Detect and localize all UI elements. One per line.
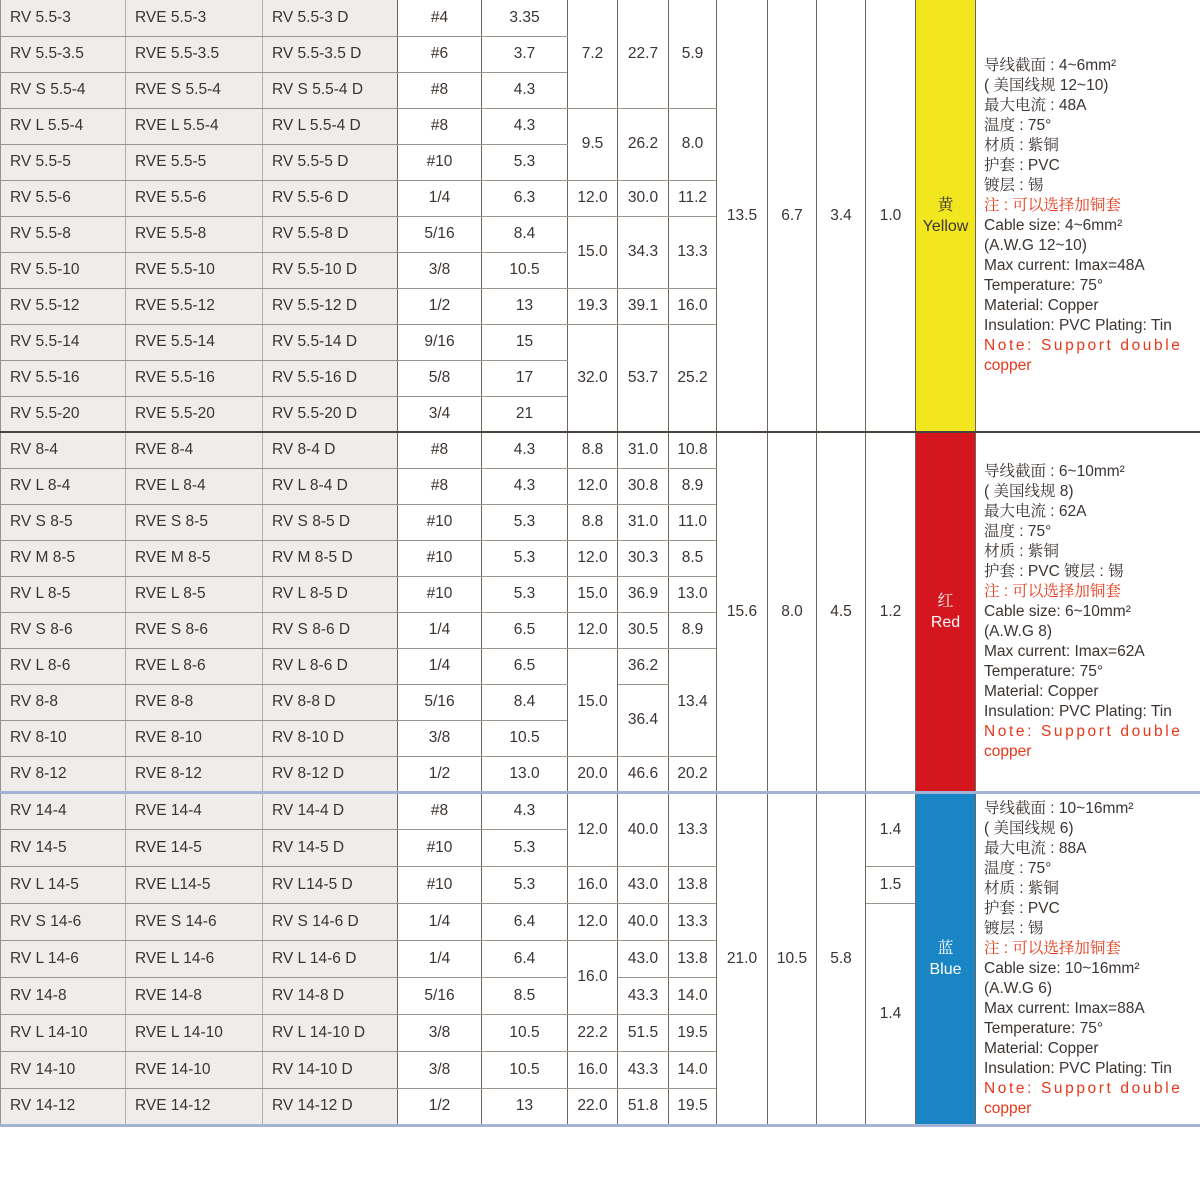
model-cell: RV S 5.5-4: [1, 72, 126, 108]
size-cell: 13: [482, 1088, 568, 1125]
color-band-cell: [916, 792, 976, 1125]
model-cell: RV 8-12: [1, 756, 126, 792]
color-band-cell: [916, 432, 976, 792]
model-cell: RVE L 8-5: [126, 576, 263, 612]
value-cell: 20.0: [568, 756, 618, 792]
desc-line: Max current: Imax=88A: [984, 999, 1145, 1017]
size-cell: 1/4: [398, 903, 482, 940]
spec-description-cell: [976, 432, 1200, 792]
desc-line: 注 : 可以选择加铜套: [984, 939, 1121, 957]
spec-description-cell: [976, 0, 1200, 432]
model-cell: RVE 5.5-6: [126, 180, 263, 216]
value-cell: 7.2: [568, 0, 618, 108]
desc-line: Max current: Imax=62A: [984, 642, 1145, 660]
model-cell: RVE L 14-10: [126, 1014, 263, 1051]
size-cell: 3/8: [398, 1051, 482, 1088]
size-cell: 1/4: [398, 180, 482, 216]
value-cell: 20.2: [669, 756, 717, 792]
size-cell: #8: [398, 792, 482, 829]
desc-line: 导线截面 : 4~6mm²: [984, 56, 1117, 74]
desc-line: copper: [984, 742, 1032, 760]
size-cell: 4.3: [482, 792, 568, 829]
size-cell: 4.3: [482, 432, 568, 468]
model-cell: RV L 5.5-4 D: [263, 108, 398, 144]
size-cell: 10.5: [482, 1014, 568, 1051]
value-cell: 53.7: [618, 324, 669, 432]
model-cell: RVE 8-12: [126, 756, 263, 792]
size-cell: 10.5: [482, 1051, 568, 1088]
value-cell: 1.4: [866, 903, 916, 1125]
model-cell: RV 14-12 D: [263, 1088, 398, 1125]
size-cell: 6.4: [482, 940, 568, 977]
size-cell: 21: [482, 396, 568, 432]
value-cell: 8.5: [669, 540, 717, 576]
size-cell: 17: [482, 360, 568, 396]
table-row: [1, 432, 1200, 468]
color-name-zh: 黄: [937, 196, 954, 214]
value-cell: 11.2: [669, 180, 717, 216]
model-cell: RV L 8-5: [1, 576, 126, 612]
size-cell: 1/2: [398, 288, 482, 324]
desc-line: 镀层 : 锡: [984, 919, 1044, 937]
size-cell: 5/16: [398, 216, 482, 252]
value-cell: 13.0: [669, 576, 717, 612]
value-cell: 26.2: [618, 108, 669, 180]
size-cell: 6.5: [482, 612, 568, 648]
size-cell: #10: [398, 866, 482, 903]
desc-line: Note: Support double: [984, 1079, 1183, 1097]
model-cell: RV 14-10 D: [263, 1051, 398, 1088]
value-cell: 10.5: [768, 792, 817, 1125]
color-name-en: Red: [930, 613, 961, 631]
value-cell: 16.0: [669, 288, 717, 324]
desc-line: (A.W.G 12~10): [984, 236, 1087, 254]
value-cell: 39.1: [618, 288, 669, 324]
desc-line: copper: [984, 1099, 1032, 1117]
model-cell: RV S 14-6: [1, 903, 126, 940]
model-cell: RVE 14-8: [126, 977, 263, 1014]
model-cell: RV L 8-6: [1, 648, 126, 684]
model-cell: RVE 5.5-12: [126, 288, 263, 324]
model-cell: RVE S 8-6: [126, 612, 263, 648]
model-cell: RV L 8-5 D: [263, 576, 398, 612]
model-cell: RV 14-5: [1, 829, 126, 866]
size-cell: 3.35: [482, 0, 568, 36]
model-cell: RVE 5.5-14: [126, 324, 263, 360]
value-cell: 8.9: [669, 612, 717, 648]
value-cell: 8.8: [568, 504, 618, 540]
model-cell: RVE 8-8: [126, 684, 263, 720]
size-cell: #10: [398, 576, 482, 612]
model-cell: RV 5.5-8 D: [263, 216, 398, 252]
model-cell: RV 8-8 D: [263, 684, 398, 720]
model-cell: RV 5.5-3.5: [1, 36, 126, 72]
model-cell: RVE S 5.5-4: [126, 72, 263, 108]
size-cell: 4.3: [482, 72, 568, 108]
desc-line: (A.W.G 8): [984, 622, 1053, 640]
value-cell: 1.4: [866, 792, 916, 866]
desc-line: 导线截面 : 10~16mm²: [984, 799, 1134, 817]
model-cell: RVE 5.5-3: [126, 0, 263, 36]
desc-line: Cable size: 4~6mm²: [984, 216, 1123, 234]
desc-line: Material: Copper: [984, 296, 1099, 314]
size-cell: 5.3: [482, 144, 568, 180]
value-cell: 22.0: [568, 1088, 618, 1125]
value-cell: 14.0: [669, 977, 717, 1014]
value-cell: 1.5: [866, 866, 916, 903]
value-cell: 12.0: [568, 612, 618, 648]
size-cell: #6: [398, 36, 482, 72]
desc-line: Cable size: 10~16mm²: [984, 959, 1140, 977]
desc-line: Temperature: 75°: [984, 662, 1104, 680]
model-cell: RV L 14-6: [1, 940, 126, 977]
desc-line: 最大电流 : 62A: [984, 502, 1087, 520]
size-cell: 3/8: [398, 252, 482, 288]
model-cell: RV 8-8: [1, 684, 126, 720]
size-cell: 3.7: [482, 36, 568, 72]
value-cell: 31.0: [618, 432, 669, 468]
model-cell: RVE 14-12: [126, 1088, 263, 1125]
model-cell: RV L 8-4: [1, 468, 126, 504]
size-cell: 5.3: [482, 540, 568, 576]
model-cell: RVE S 8-5: [126, 504, 263, 540]
model-cell: RV 8-10: [1, 720, 126, 756]
model-cell: RV 5.5-5: [1, 144, 126, 180]
desc-line: 注 : 可以选择加铜套: [984, 196, 1121, 214]
value-cell: 5.8: [817, 792, 866, 1125]
size-cell: 13: [482, 288, 568, 324]
value-cell: 13.8: [669, 866, 717, 903]
size-cell: #8: [398, 108, 482, 144]
size-cell: #8: [398, 432, 482, 468]
value-cell: 13.3: [669, 792, 717, 866]
value-cell: 51.8: [618, 1088, 669, 1125]
size-cell: 3/8: [398, 720, 482, 756]
model-cell: RV S 8-5: [1, 504, 126, 540]
model-cell: RV 14-4: [1, 792, 126, 829]
size-cell: #10: [398, 540, 482, 576]
value-cell: 13.4: [669, 648, 717, 756]
value-cell: 15.0: [568, 576, 618, 612]
value-cell: 16.0: [568, 866, 618, 903]
desc-line: Cable size: 6~10mm²: [984, 602, 1131, 620]
value-cell: 12.0: [568, 540, 618, 576]
value-cell: 19.3: [568, 288, 618, 324]
model-cell: RV 14-12: [1, 1088, 126, 1125]
model-cell: RV L 14-5: [1, 866, 126, 903]
size-cell: 8.4: [482, 216, 568, 252]
model-cell: RV 5.5-8: [1, 216, 126, 252]
desc-line: 温度 : 75°: [984, 522, 1052, 540]
desc-line: 材质 : 紫铜: [984, 542, 1059, 560]
size-cell: 1/2: [398, 1088, 482, 1125]
model-cell: RV S 5.5-4 D: [263, 72, 398, 108]
value-cell: 19.5: [669, 1088, 717, 1125]
size-cell: 5.3: [482, 829, 568, 866]
value-cell: 14.0: [669, 1051, 717, 1088]
desc-line: 护套 : PVC: [984, 156, 1060, 174]
size-cell: 1/4: [398, 648, 482, 684]
value-cell: 36.2: [618, 648, 669, 684]
value-cell: 31.0: [618, 504, 669, 540]
value-cell: 12.0: [568, 468, 618, 504]
size-cell: 5.3: [482, 576, 568, 612]
model-cell: RVE 8-4: [126, 432, 263, 468]
value-cell: 5.9: [669, 0, 717, 108]
size-cell: 9/16: [398, 324, 482, 360]
desc-line: 材质 : 紫铜: [984, 136, 1059, 154]
model-cell: RVE 5.5-8: [126, 216, 263, 252]
model-cell: RV L 8-6 D: [263, 648, 398, 684]
size-cell: 5.3: [482, 504, 568, 540]
model-cell: RV 5.5-14 D: [263, 324, 398, 360]
desc-line: copper: [984, 356, 1032, 374]
desc-line: Temperature: 75°: [984, 276, 1104, 294]
color-name-zh: 红: [937, 592, 954, 610]
value-cell: 43.3: [618, 1051, 669, 1088]
model-cell: RVE L 8-6: [126, 648, 263, 684]
value-cell: 36.4: [618, 684, 669, 756]
desc-line: Insulation: PVC Plating: Tin: [984, 316, 1172, 334]
value-cell: 43.0: [618, 940, 669, 977]
value-cell: 11.0: [669, 504, 717, 540]
desc-line: 注 : 可以选择加铜套: [984, 582, 1121, 600]
size-cell: #8: [398, 468, 482, 504]
model-cell: RV L 14-10 D: [263, 1014, 398, 1051]
desc-line: 导线截面 : 6~10mm²: [984, 462, 1125, 480]
spec-table-body: [1, 0, 1200, 1125]
value-cell: 4.5: [817, 432, 866, 792]
desc-line: Note: Support double: [984, 722, 1183, 740]
value-cell: 25.2: [669, 324, 717, 432]
desc-line: 最大电流 : 88A: [984, 839, 1087, 857]
value-cell: 22.2: [568, 1014, 618, 1051]
desc-line: (A.W.G 6): [984, 979, 1053, 997]
model-cell: RV 8-4 D: [263, 432, 398, 468]
spec-description-cell: [976, 792, 1200, 1125]
value-cell: 13.8: [669, 940, 717, 977]
value-cell: 13.3: [669, 216, 717, 288]
value-cell: 36.9: [618, 576, 669, 612]
size-cell: 8.4: [482, 684, 568, 720]
size-cell: #10: [398, 504, 482, 540]
value-cell: 8.8: [568, 432, 618, 468]
model-cell: RV M 8-5 D: [263, 540, 398, 576]
model-cell: RVE 5.5-3.5: [126, 36, 263, 72]
size-cell: 3/4: [398, 396, 482, 432]
value-cell: 10.8: [669, 432, 717, 468]
value-cell: 12.0: [568, 903, 618, 940]
value-cell: 15.0: [568, 216, 618, 288]
model-cell: RV 5.5-3.5 D: [263, 36, 398, 72]
value-cell: 1.0: [866, 0, 916, 432]
model-cell: RV 14-5 D: [263, 829, 398, 866]
size-cell: #10: [398, 144, 482, 180]
model-cell: RV 5.5-5 D: [263, 144, 398, 180]
model-cell: RV 5.5-14: [1, 324, 126, 360]
value-cell: 30.0: [618, 180, 669, 216]
model-cell: RV 5.5-3 D: [263, 0, 398, 36]
value-cell: 19.5: [669, 1014, 717, 1051]
color-name-zh: 蓝: [937, 939, 954, 957]
desc-line: Material: Copper: [984, 682, 1099, 700]
value-cell: 43.3: [618, 977, 669, 1014]
value-cell: 6.7: [768, 0, 817, 432]
model-cell: RVE 5.5-20: [126, 396, 263, 432]
model-cell: RV L 8-4 D: [263, 468, 398, 504]
value-cell: 8.0: [768, 432, 817, 792]
size-cell: 4.3: [482, 108, 568, 144]
value-cell: 16.0: [568, 940, 618, 1014]
desc-line: 最大电流 : 48A: [984, 96, 1087, 114]
value-cell: 30.3: [618, 540, 669, 576]
model-cell: RV 8-12 D: [263, 756, 398, 792]
desc-line: 镀层 : 锡: [984, 176, 1044, 194]
model-cell: RV L 5.5-4: [1, 108, 126, 144]
model-cell: RV 5.5-16: [1, 360, 126, 396]
value-cell: 8.9: [669, 468, 717, 504]
model-cell: RVE 5.5-10: [126, 252, 263, 288]
value-cell: 32.0: [568, 324, 618, 432]
size-cell: 1/4: [398, 940, 482, 977]
model-cell: RV S 14-6 D: [263, 903, 398, 940]
value-cell: 13.5: [717, 0, 768, 432]
model-cell: RV 14-4 D: [263, 792, 398, 829]
value-cell: 21.0: [717, 792, 768, 1125]
model-cell: RVE 5.5-5: [126, 144, 263, 180]
model-cell: RV 5.5-10 D: [263, 252, 398, 288]
size-cell: 1/2: [398, 756, 482, 792]
model-cell: RVE L 14-6: [126, 940, 263, 977]
model-cell: RV 5.5-10: [1, 252, 126, 288]
value-cell: 8.0: [669, 108, 717, 180]
size-cell: 6.4: [482, 903, 568, 940]
value-cell: 40.0: [618, 792, 669, 866]
value-cell: 15.0: [568, 648, 618, 756]
value-cell: 22.7: [618, 0, 669, 108]
model-cell: RV S 8-5 D: [263, 504, 398, 540]
model-cell: RV 5.5-12 D: [263, 288, 398, 324]
size-cell: 1/4: [398, 612, 482, 648]
size-cell: 6.3: [482, 180, 568, 216]
model-cell: RV 14-8: [1, 977, 126, 1014]
value-cell: 46.6: [618, 756, 669, 792]
size-cell: 5.3: [482, 866, 568, 903]
value-cell: 34.3: [618, 216, 669, 288]
model-cell: RVE L 5.5-4: [126, 108, 263, 144]
model-cell: RV 14-10: [1, 1051, 126, 1088]
model-cell: RVE 8-10: [126, 720, 263, 756]
size-cell: 5/8: [398, 360, 482, 396]
desc-line: ( 美国线规 12~10): [984, 76, 1109, 94]
desc-line: 材质 : 紫铜: [984, 879, 1059, 897]
value-cell: 30.5: [618, 612, 669, 648]
model-cell: RV 5.5-16 D: [263, 360, 398, 396]
value-cell: 1.2: [866, 432, 916, 792]
model-cell: RVE L14-5: [126, 866, 263, 903]
value-cell: 43.0: [618, 866, 669, 903]
size-cell: #8: [398, 72, 482, 108]
color-name-en: Blue: [929, 960, 962, 978]
model-cell: RVE L 8-4: [126, 468, 263, 504]
model-cell: RV 14-8 D: [263, 977, 398, 1014]
table-row: [1, 0, 1200, 36]
size-cell: 8.5: [482, 977, 568, 1014]
model-cell: RV S 8-6 D: [263, 612, 398, 648]
size-cell: 4.3: [482, 468, 568, 504]
size-cell: 15: [482, 324, 568, 360]
value-cell: 13.3: [669, 903, 717, 940]
size-cell: 3/8: [398, 1014, 482, 1051]
color-band-cell: [916, 0, 976, 432]
value-cell: 51.5: [618, 1014, 669, 1051]
model-cell: RV L 14-10: [1, 1014, 126, 1051]
model-cell: RVE S 14-6: [126, 903, 263, 940]
size-cell: 5/16: [398, 977, 482, 1014]
model-cell: RV 5.5-20 D: [263, 396, 398, 432]
size-cell: 6.5: [482, 648, 568, 684]
model-cell: RV 5.5-20: [1, 396, 126, 432]
model-cell: RV 5.5-6: [1, 180, 126, 216]
desc-line: Material: Copper: [984, 1039, 1099, 1057]
model-cell: RV 8-10 D: [263, 720, 398, 756]
model-cell: RV L14-5 D: [263, 866, 398, 903]
desc-line: ( 美国线规 8): [984, 482, 1074, 500]
size-cell: #4: [398, 0, 482, 36]
size-cell: 10.5: [482, 252, 568, 288]
value-cell: 16.0: [568, 1051, 618, 1088]
size-cell: #10: [398, 829, 482, 866]
value-cell: 12.0: [568, 180, 618, 216]
model-cell: RVE M 8-5: [126, 540, 263, 576]
value-cell: 15.6: [717, 432, 768, 792]
model-cell: RV 5.5-12: [1, 288, 126, 324]
size-cell: 10.5: [482, 720, 568, 756]
model-cell: RV M 8-5: [1, 540, 126, 576]
model-cell: RV 8-4: [1, 432, 126, 468]
desc-line: Insulation: PVC Plating: Tin: [984, 702, 1172, 720]
value-cell: 40.0: [618, 903, 669, 940]
desc-line: Note: Support double: [984, 336, 1183, 354]
value-cell: 12.0: [568, 792, 618, 866]
size-cell: 13.0: [482, 756, 568, 792]
value-cell: 30.8: [618, 468, 669, 504]
desc-line: 温度 : 75°: [984, 116, 1052, 134]
model-cell: RVE 14-10: [126, 1051, 263, 1088]
desc-line: Temperature: 75°: [984, 1019, 1104, 1037]
model-cell: RV 5.5-6 D: [263, 180, 398, 216]
desc-line: 温度 : 75°: [984, 859, 1052, 877]
color-name-en: Yellow: [922, 217, 969, 235]
desc-line: Max current: Imax=48A: [984, 256, 1145, 274]
value-cell: 3.4: [817, 0, 866, 432]
value-cell: 9.5: [568, 108, 618, 180]
model-cell: RV L 14-6 D: [263, 940, 398, 977]
desc-line: Insulation: PVC Plating: Tin: [984, 1059, 1172, 1077]
model-cell: RVE 5.5-16: [126, 360, 263, 396]
table-row: [1, 792, 1200, 829]
desc-line: 护套 : PVC: [984, 899, 1060, 917]
desc-line: 护套 : PVC 镀层 : 锡: [984, 562, 1124, 580]
model-cell: RVE 14-4: [126, 792, 263, 829]
model-cell: RV 5.5-3: [1, 0, 126, 36]
model-cell: RVE 14-5: [126, 829, 263, 866]
desc-line: ( 美国线规 6): [984, 819, 1074, 837]
model-cell: RV S 8-6: [1, 612, 126, 648]
size-cell: 5/16: [398, 684, 482, 720]
